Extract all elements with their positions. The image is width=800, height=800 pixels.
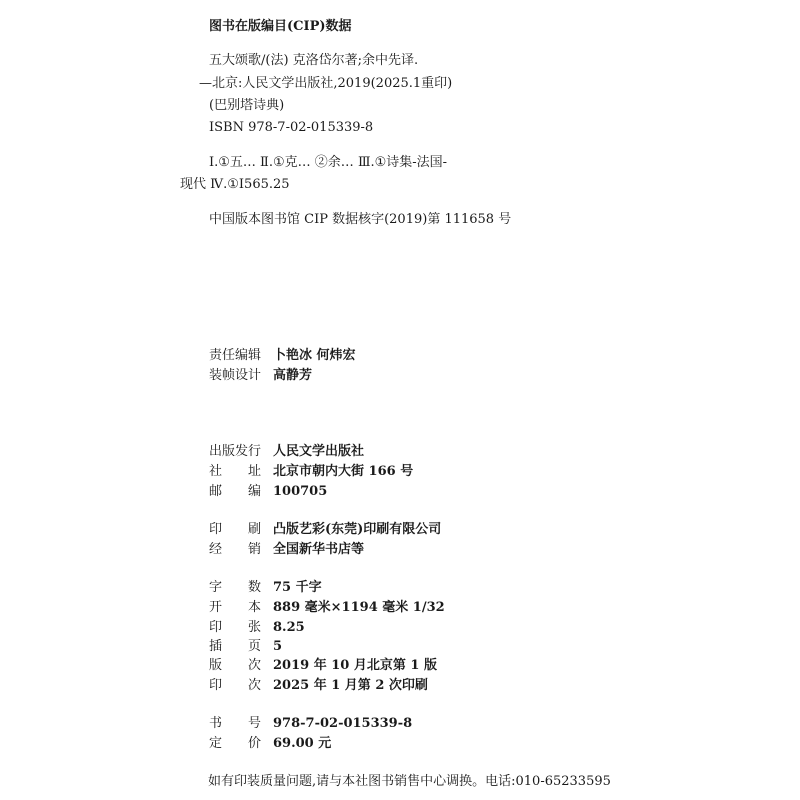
postcode-label: 邮 编 xyxy=(209,484,261,499)
edition-label: 版 次 xyxy=(209,658,261,673)
publisher-value: 人民文学出版社 xyxy=(273,444,365,459)
word-count-value: 75 千字 xyxy=(273,580,322,595)
cip-publisher-line: —北京:人民文学出版社,2019(2025.1重印) xyxy=(199,76,453,91)
impression-value: 2025 年 1 月第 2 次印刷 xyxy=(273,678,428,693)
cip-data-number: 中国版本图书馆 CIP 数据核字(2019)第 111658 号 xyxy=(209,212,512,227)
address-label: 社 址 xyxy=(209,464,261,479)
printer-label: 印 刷 xyxy=(209,522,261,537)
cip-series-line: (巴别塔诗典) xyxy=(209,98,285,113)
sheets-value: 8.25 xyxy=(273,620,305,635)
price-value: 69.00 元 xyxy=(273,736,332,751)
quality-notice: 如有印装质量问题,请与本社图书销售中心调换。电话:010-65233595 xyxy=(208,774,611,789)
cip-isbn-line: ISBN 978-7-02-015339-8 xyxy=(209,120,374,135)
cip-classification-line-1: Ⅰ.①五… Ⅱ.①克… ②余… Ⅲ.①诗集-法国- xyxy=(209,155,448,170)
cover-design-value: 高静芳 xyxy=(273,368,313,383)
format-value: 889 毫米×1194 毫米 1/32 xyxy=(273,600,445,615)
plates-label: 插 页 xyxy=(209,639,261,654)
cip-title-line: 五大颂歌/(法) 克洛岱尔著;余中先译. xyxy=(209,53,419,68)
printer-value: 凸版艺彩(东莞)印刷有限公司 xyxy=(273,522,442,537)
cip-header: 图书在版编目(CIP)数据 xyxy=(209,19,352,34)
book-number-label: 书 号 xyxy=(209,716,261,731)
sheets-label: 印 张 xyxy=(209,620,261,635)
impression-label: 印 次 xyxy=(209,678,261,693)
address-value: 北京市朝内大街 166 号 xyxy=(273,464,414,479)
postcode-value: 100705 xyxy=(273,484,328,499)
distributor-label: 经 销 xyxy=(209,542,261,557)
price-label: 定 价 xyxy=(209,736,261,751)
cover-design-label: 装帧设计 xyxy=(209,368,262,383)
publisher-label: 出版发行 xyxy=(209,444,262,459)
distributor-value: 全国新华书店等 xyxy=(273,542,365,557)
edition-value: 2019 年 10 月北京第 1 版 xyxy=(273,658,437,673)
cip-classification-line-2: 现代 Ⅳ.①I565.25 xyxy=(180,177,290,192)
word-count-label: 字 数 xyxy=(209,580,261,595)
editor-label: 责任编辑 xyxy=(209,348,262,363)
book-number-value: 978-7-02-015339-8 xyxy=(273,716,413,731)
format-label: 开 本 xyxy=(209,600,261,615)
plates-value: 5 xyxy=(273,639,283,654)
editor-value: 卜艳冰 何炜宏 xyxy=(273,348,356,363)
